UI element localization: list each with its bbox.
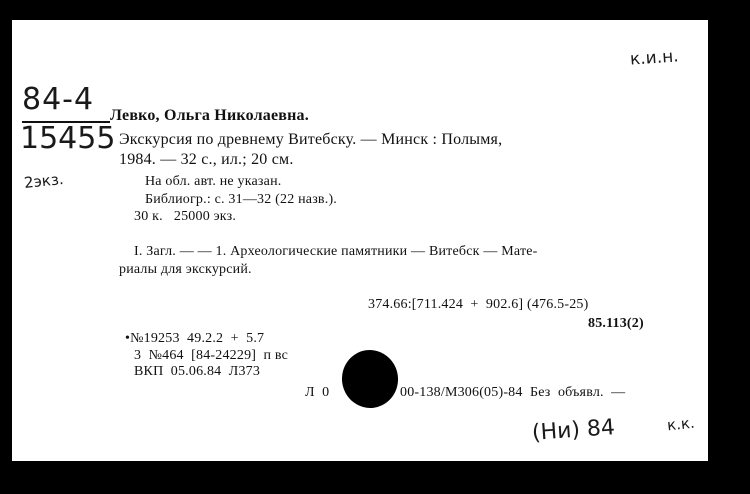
handwritten-shelf-bottom: 15455 xyxy=(20,121,116,156)
tracings-line-1: I. Загл. — — 1. Археологические памятники — Витебск — Мате- xyxy=(134,244,538,259)
note-bibliography: Библиогр.: с. 31—32 (22 назв.). xyxy=(145,192,338,207)
ink-blot xyxy=(338,346,402,411)
service-line-3: ВКП 05.06.84 Л373 xyxy=(134,364,261,379)
catalog-card xyxy=(12,20,708,461)
service-line-4-left: Л 0 xyxy=(305,385,330,400)
bbk-index: 85.113(2) xyxy=(588,316,644,331)
service-line-2: 3 №464 [84-24229] п вс xyxy=(134,348,289,363)
udc-index: 374.66:[711.424 + 902.6] (476.5-25) xyxy=(368,297,589,312)
note-cover: На обл. авт. не указан. xyxy=(145,174,282,189)
handwritten-copies: 2экз. xyxy=(23,169,65,193)
handwritten-shelf-top: 84-4 xyxy=(22,82,95,117)
title-line-2: 1984. — 32 с., ил.; 20 см. xyxy=(119,151,294,168)
service-line-1: •№19253 49.2.2 + 5.7 xyxy=(125,331,265,346)
handwritten-bottom-right: (Ни) 84 xyxy=(531,415,616,446)
price-and-run: 30 к. 25000 экз. xyxy=(134,209,237,224)
handwritten-top-right: к.и.н. xyxy=(629,46,680,70)
service-line-4-right: 00-138/М306(05)-84 Без объявл. — xyxy=(400,385,626,400)
tracings-line-2: риалы для экскурсий. xyxy=(119,262,252,277)
handwritten-bottom-right-tag: к.к. xyxy=(666,413,696,435)
author-heading: Левко, Ольга Николаевна. xyxy=(110,107,309,124)
title-line-1: Экскурсия по древнему Витебску. — Минск : Полымя, xyxy=(119,131,503,148)
